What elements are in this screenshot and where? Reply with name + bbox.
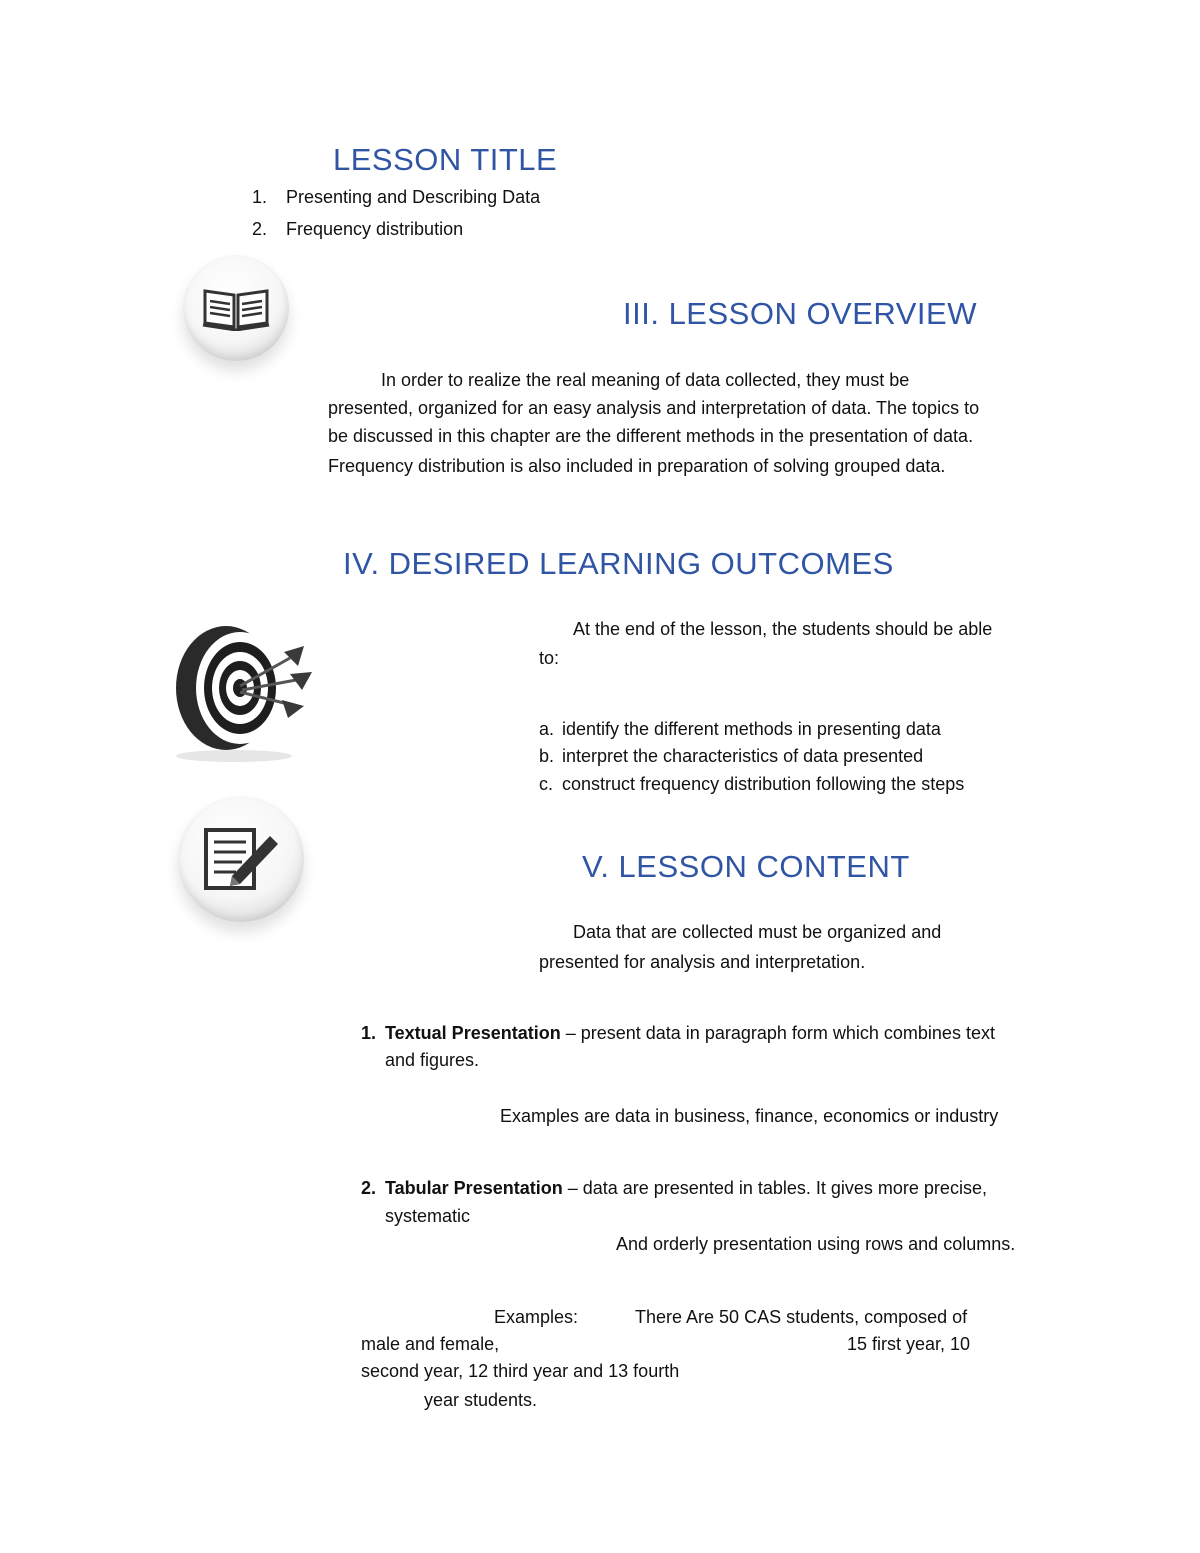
content-item-1 [361,1019,995,1047]
overview-line-3: be discussed in this chapter are the different methods in the presentation of data. [328,426,974,446]
notepad-pencil-icon [178,796,304,922]
list-text: interpret the characteristics of data presented [562,746,924,766]
item-desc: – data are presented in tables. It gives more precise, [562,1178,987,1198]
list-text: Presenting and Describing Data [286,187,541,207]
lesson-title-item-2 [252,219,463,240]
item-desc: – present data in paragraph form which combines text [560,1023,995,1043]
open-book-icon [183,255,289,361]
examples-text-4: second year, 12 third year and 13 fourth [361,1361,680,1381]
examples-text-2: male and female, [361,1334,500,1354]
target-darts-icon [172,622,314,764]
content-item-2 [361,1174,987,1202]
content-item-2-line-2: systematic [385,1206,471,1226]
list-number: 1. [252,187,268,207]
list-letter: a. [539,719,555,739]
content-item-2-line-3: And orderly presentation using rows and columns. [616,1234,1016,1254]
content-heading: V. LESSON CONTENT [582,849,910,884]
content-intro-line-2: presented for analysis and interpretation. [539,952,866,972]
outcomes-heading: IV. DESIRED LEARNING OUTCOMES [343,546,894,581]
content-item-1-line-2: and figures. [385,1050,480,1070]
list-letter: c. [539,774,554,794]
list-number: 2. [361,1178,377,1198]
content-item-1-example: Examples are data in business, finance, economics or industry [500,1106,999,1126]
examples-label: Examples: [494,1307,579,1327]
list-text: construct frequency distribution following the steps [562,774,965,794]
content-intro-line-1: Data that are collected must be organized and [573,922,942,942]
overview-line-4: Frequency distribution is also included in preparation of solving grouped data. [328,456,946,476]
overview-heading: III. LESSON OVERVIEW [623,296,977,331]
list-number: 2. [252,219,268,239]
outcome-item-c [539,770,964,798]
examples-text-1: There Are 50 CAS students, composed of [635,1307,968,1327]
list-number: 1. [361,1023,377,1043]
list-letter: b. [539,746,555,766]
overview-line-1: In order to realize the real meaning of data collected, they must be [381,370,910,390]
list-text: Frequency distribution [286,219,464,239]
examples-text-5: year students. [424,1390,538,1410]
examples-text-3: 15 first year, 10 [847,1334,971,1354]
list-text: identify the different methods in presenting data [562,719,941,739]
item-term: Textual Presentation [385,1023,561,1043]
lesson-title-item-1 [252,187,540,208]
item-term: Tabular Presentation [385,1178,563,1198]
outcome-item-b [539,742,923,770]
outcomes-intro-line-2: to: [539,648,560,668]
lesson-title-heading: LESSON TITLE [333,142,558,177]
outcome-item-a [539,715,941,743]
outcomes-intro-line-1: At the end of the lesson, the students should be able [573,619,993,639]
overview-line-2: presented, organized for an easy analysis and interpretation of data. The topics to [328,398,980,418]
